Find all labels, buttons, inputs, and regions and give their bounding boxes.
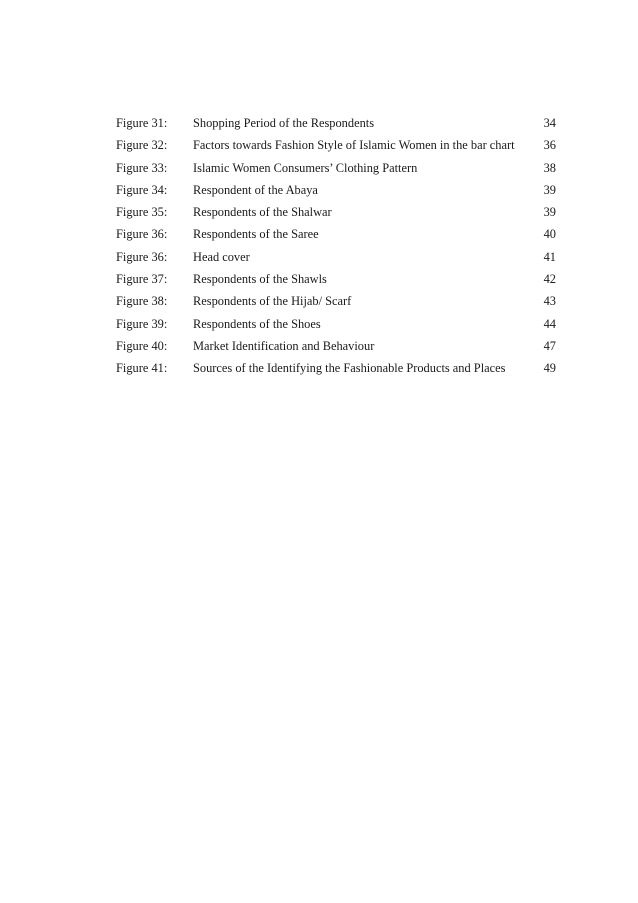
figure-title: Respondents of the Hijab/ Scarf	[193, 294, 352, 309]
figure-entry	[116, 247, 556, 269]
figure-title: Head cover	[193, 249, 250, 264]
figure-page-number: 42	[543, 272, 556, 287]
figure-number: Figure 31:	[116, 116, 168, 130]
figure-page-number: 39	[543, 205, 556, 220]
figure-title: Shopping Period of the Respondents	[193, 116, 375, 130]
figure-page-number: 47	[543, 338, 556, 353]
figure-number: Figure 38:	[116, 294, 168, 309]
figure-number: Figure 35:	[116, 205, 168, 220]
figure-entry	[116, 135, 556, 157]
figure-entry	[116, 314, 556, 336]
figure-number: Figure 32:	[116, 138, 168, 153]
figure-number: Figure 40:	[116, 338, 168, 353]
figure-title: Respondents of the Shalwar	[193, 205, 332, 220]
figure-title: Respondent of the Abaya	[193, 182, 318, 197]
figure-entry	[116, 336, 556, 358]
figure-entry	[116, 269, 556, 291]
list-of-figures	[116, 113, 556, 381]
figure-number: Figure 36:	[116, 249, 168, 264]
figure-page-number: 43	[543, 294, 556, 309]
figure-entry	[116, 158, 556, 180]
figure-number: Figure 34:	[116, 182, 168, 197]
figure-title: Islamic Women Consumers’ Clothing Pattern	[193, 160, 418, 175]
figure-number: Figure 37:	[116, 272, 168, 287]
figure-entry	[116, 113, 556, 135]
figure-title: Respondents of the Shoes	[193, 316, 321, 331]
figure-page-number: 39	[543, 182, 556, 197]
figure-number: Figure 36:	[116, 227, 168, 242]
figure-page-number: 41	[543, 249, 556, 264]
figure-page-number: 36	[543, 138, 556, 153]
figure-title: Respondents of the Shawls	[193, 272, 327, 287]
figure-page-number: 44	[543, 316, 556, 331]
figure-page-number: 38	[543, 160, 556, 175]
figure-title: Factors towards Fashion Style of Islamic Women in the bar chart	[193, 138, 515, 153]
figure-entry	[116, 291, 556, 313]
figure-number: Figure 39:	[116, 316, 168, 331]
figure-entry	[116, 180, 556, 202]
figure-page-number: 49	[543, 361, 556, 376]
figure-page-number: 40	[543, 227, 556, 242]
figure-number: Figure 33:	[116, 160, 168, 175]
figure-entry	[116, 202, 556, 224]
figure-title: Respondents of the Saree	[193, 227, 319, 242]
figure-title: Market Identification and Behaviour	[193, 338, 375, 353]
figure-entry	[116, 224, 556, 246]
figure-entry	[116, 358, 556, 380]
figure-title: Sources of the Identifying the Fashionable Products and Places	[193, 361, 506, 376]
figure-page-number: 34	[543, 116, 556, 130]
figure-number: Figure 41:	[116, 361, 168, 376]
